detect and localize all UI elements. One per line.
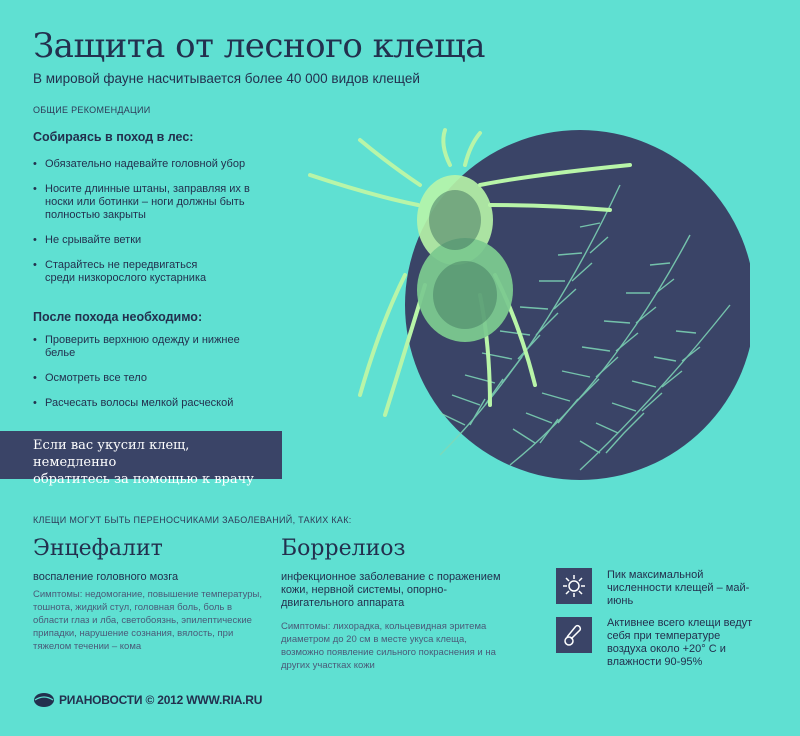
ria-globe-icon	[33, 692, 55, 708]
alert-line-1: Если вас укусил клещ, немедленно	[33, 438, 190, 470]
list-item: • Проверить верхнюю одежду и нижнее белье	[33, 334, 268, 360]
fact-temperature: Активнее всего клещи ведут себя при температуре воздуха около +20° С и влажности 90-95%	[607, 617, 753, 668]
list-item: • Осмотреть все тело	[33, 372, 273, 385]
encephalitis-description: воспаление головного мозга	[33, 571, 179, 583]
alert-banner	[0, 431, 282, 487]
thermometer-icon	[556, 617, 592, 653]
borreliosis-symptoms: Симптомы: лихорадка, кольцевидная эритема диаметром до 20 см в месте укуса клеща, возможно появление сильного покраснения и на других участках кожи	[281, 621, 496, 671]
ria-logo	[33, 692, 262, 708]
list-item: • Носите длинные штаны, заправляя их в носки или ботинки – ноги должны быть полностью закрыты	[33, 183, 263, 222]
list-item: • Обязательно надевайте головной убор	[33, 158, 273, 171]
before-trip-heading: Собираясь в поход в лес:	[33, 130, 194, 144]
footer-credit: РИАНОВОСТИ © 2012 WWW.RIA.RU	[59, 693, 263, 707]
after-trip-heading: После похода необходимо:	[33, 310, 203, 324]
list-item: • Расчесать волосы мелкой расческой	[33, 397, 273, 410]
after-trip-list	[33, 334, 273, 422]
list-item: • Старайтесь не передвигаться среди низкорослого кустарника	[33, 259, 213, 285]
alert-line-2: обратитесь за помощью к врачу	[33, 472, 254, 487]
borreliosis-description: инфекционное заболевание с поражением кожи, нервной системы, опорно-двигательного аппарата	[281, 571, 501, 609]
sun-icon	[556, 568, 592, 604]
list-item: • Не срывайте ветки	[33, 234, 273, 247]
page-subtitle: В мировой фауне насчитывается более 40 000 видов клещей	[33, 71, 420, 86]
recommendations-heading: ОБЩИЕ РЕКОМЕНДАЦИИ	[33, 105, 151, 115]
fact-peak-season: Пик максимальной численности клещей – май-июнь	[607, 569, 750, 607]
encephalitis-title: Энцефалит	[33, 536, 163, 561]
before-trip-list	[33, 158, 273, 297]
page-title: Защита от лесного клеща	[33, 26, 486, 66]
tick-fern-illustration	[290, 125, 750, 485]
diseases-heading: КЛЕЩИ МОГУТ БЫТЬ ПЕРЕНОСЧИКАМИ ЗАБОЛЕВАНИЙ, ТАКИХ КАК:	[33, 515, 352, 525]
borreliosis-title: Боррелиоз	[281, 536, 406, 561]
encephalitis-symptoms: Симптомы: недомогание, повышение температуры, тошнота, жидкий стул, головная боль, боль в области глаз и лба, светобоязнь, эпилептические припадки, нарушение сознания, вялость, при тяжелом течении – кома	[33, 589, 263, 652]
